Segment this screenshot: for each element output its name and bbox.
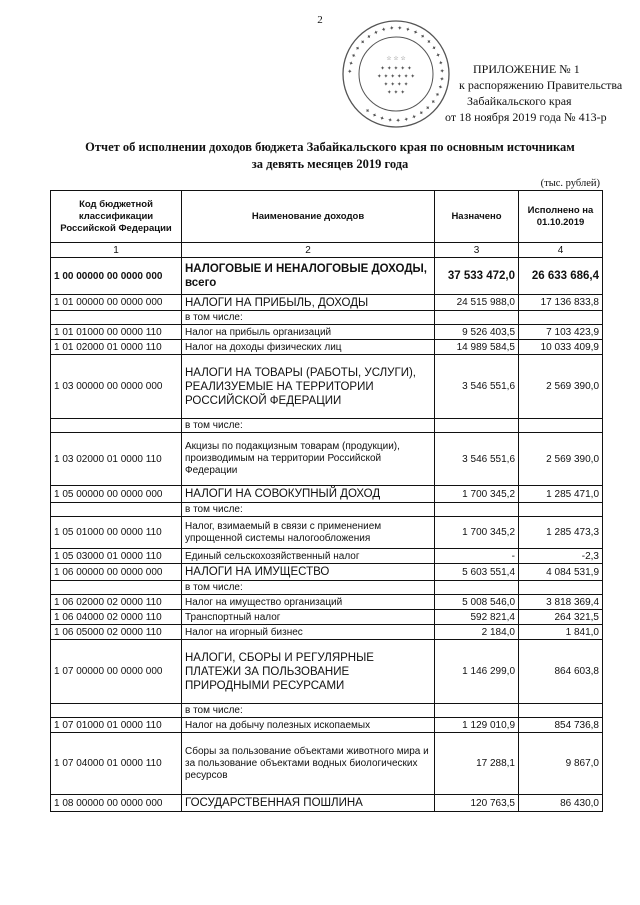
table-row: [51, 733, 603, 795]
row-name: Акцизы по подакцизным товарам (продукции), производимым на территории Российской Федерации: [182, 433, 435, 486]
table-row: [51, 704, 603, 718]
column-number: 3: [435, 243, 519, 258]
column-number: 2: [182, 243, 435, 258]
row-executed: [519, 419, 603, 433]
table-row: [51, 419, 603, 433]
row-executed: [519, 311, 603, 325]
table-row: [51, 340, 603, 355]
row-name: Налог на прибыль организаций: [182, 325, 435, 340]
table-row: [51, 517, 603, 549]
row-code: 1 07 01000 01 0000 110: [51, 718, 182, 733]
table-header-row: [51, 191, 603, 243]
row-name: Налог на имущество организаций: [182, 595, 435, 610]
row-name: Налог на доходы физических лиц: [182, 340, 435, 355]
row-code: 1 07 00000 00 0000 000: [51, 640, 182, 704]
revenue-table: [50, 190, 603, 812]
row-executed: 2 569 390,0: [519, 433, 603, 486]
table-row: [51, 258, 603, 295]
row-planned: [435, 581, 519, 595]
table-row: [51, 295, 603, 311]
row-planned: 5 008 546,0: [435, 595, 519, 610]
row-name: Налог, взимаемый в связи с применением упрощенной системы налогообложения: [182, 517, 435, 549]
row-planned: 1 146 299,0: [435, 640, 519, 704]
row-executed: [519, 581, 603, 595]
table-row: [51, 355, 603, 419]
row-planned: 2 184,0: [435, 625, 519, 640]
row-executed: [519, 503, 603, 517]
row-planned: 3 546 551,6: [435, 433, 519, 486]
page-number: 2: [317, 14, 323, 26]
row-name: Транспортный налог: [182, 610, 435, 625]
row-executed: 7 103 423,9: [519, 325, 603, 340]
row-name: Сборы за пользование объектами животного мира и за пользование объектами водных биологических ресурсов: [182, 733, 435, 795]
row-name: НАЛОГИ НА ИМУЩЕСТВО: [182, 564, 435, 581]
table-row: [51, 549, 603, 564]
row-planned: 1 700 345,2: [435, 486, 519, 503]
table-row: [51, 311, 603, 325]
row-name: НАЛОГИ НА ТОВАРЫ (РАБОТЫ, УСЛУГИ), РЕАЛИЗУЕМЫЕ НА ТЕРРИТОРИИ РОССИЙСКОЙ ФЕДЕРАЦИИ: [182, 355, 435, 419]
table-row: [51, 486, 603, 503]
row-name: ГОСУДАРСТВЕННАЯ ПОШЛИНА: [182, 795, 435, 812]
row-name: в том числе:: [182, 311, 435, 325]
column-number-row: [51, 243, 603, 258]
row-executed: 26 633 686,4: [519, 258, 603, 295]
header-code: Код бюджетной классификации Российской Федерации: [51, 191, 182, 243]
row-name: Налог на добычу полезных ископаемых: [182, 718, 435, 733]
row-code: [51, 581, 182, 595]
row-executed: 4 084 531,9: [519, 564, 603, 581]
table-row: [51, 640, 603, 704]
svg-text:✦ ✦ ✦ ✦ ✦ ✦ ✦ ✦ ✦ ✦ ✦ ✦ ✦ ✦ ✦: ✦ ✦ ✦ ✦ ✦ ✦ ✦ ✦ ✦ ✦ ✦ ✦ ✦ ✦ ✦ ✦ ✦ ✦ ✦ ✦ ✦ ✦ ✦ ✦ ✦ ✦ ✦ ✦ ✦ ✦ ✦: [346, 24, 446, 124]
row-code: 1 06 00000 00 0000 000: [51, 564, 182, 581]
header-planned: Назначено: [435, 191, 519, 243]
row-code: 1 03 02000 01 0000 110: [51, 433, 182, 486]
row-planned: 592 821,4: [435, 610, 519, 625]
row-code: 1 06 02000 02 0000 110: [51, 595, 182, 610]
row-executed: 1 841,0: [519, 625, 603, 640]
row-code: 1 01 01000 00 0000 110: [51, 325, 182, 340]
table-row: [51, 564, 603, 581]
table-row: [51, 433, 603, 486]
row-name: НАЛОГИ НА СОВОКУПНЫЙ ДОХОД: [182, 486, 435, 503]
row-code: [51, 311, 182, 325]
report-title-line-1: Отчет об исполнении доходов бюджета Забайкальского края по основным источникам: [85, 140, 575, 154]
column-number: 1: [51, 243, 182, 258]
svg-text:✦ ✦ ✦ ✦ ✦: ✦ ✦ ✦ ✦ ✦: [380, 66, 412, 72]
row-name: НАЛОГИ, СБОРЫ И РЕГУЛЯРНЫЕ ПЛАТЕЖИ ЗА ПОЛЬЗОВАНИЕ ПРИРОДНЫМИ РЕСУРСАМИ: [182, 640, 435, 704]
row-executed: 864 603,8: [519, 640, 603, 704]
table-row: [51, 595, 603, 610]
column-number: 4: [519, 243, 603, 258]
report-title-line-2: за девять месяцев 2019 года: [251, 157, 409, 171]
row-name: в том числе:: [182, 581, 435, 595]
appendix-title: ПРИЛОЖЕНИЕ № 1: [473, 62, 580, 76]
row-code: 1 08 00000 00 0000 000: [51, 795, 182, 812]
svg-text:✦ ✦ ✦: ✦ ✦ ✦: [386, 90, 406, 96]
row-executed: 86 430,0: [519, 795, 603, 812]
report-title: [40, 139, 620, 173]
row-code: 1 00 00000 00 0000 000: [51, 258, 182, 295]
row-executed: 264 321,5: [519, 610, 603, 625]
row-planned: [435, 311, 519, 325]
row-code: 1 01 02000 01 0000 110: [51, 340, 182, 355]
row-code: 1 06 04000 02 0000 110: [51, 610, 182, 625]
row-code: 1 05 03000 01 0000 110: [51, 549, 182, 564]
row-executed: 10 033 409,9: [519, 340, 603, 355]
row-executed: 17 136 833,8: [519, 295, 603, 311]
svg-text:☆ ☆ ☆: ☆ ☆ ☆: [386, 56, 406, 62]
units-note: (тыс. рублей): [540, 178, 600, 189]
official-stamp: [340, 18, 452, 130]
svg-text:✦ ✦ ✦ ✦ ✦ ✦: ✦ ✦ ✦ ✦ ✦ ✦: [376, 74, 416, 80]
row-code: [51, 704, 182, 718]
row-planned: 17 288,1: [435, 733, 519, 795]
row-name: НАЛОГИ НА ПРИБЫЛЬ, ДОХОДЫ: [182, 295, 435, 311]
row-planned: 14 989 584,5: [435, 340, 519, 355]
row-planned: 9 526 403,5: [435, 325, 519, 340]
row-executed: [519, 704, 603, 718]
row-planned: 1 129 010,9: [435, 718, 519, 733]
table-row: [51, 625, 603, 640]
row-name: в том числе:: [182, 503, 435, 517]
appendix-order-ref: к распоряжению Правительства: [459, 78, 623, 92]
table-row: [51, 610, 603, 625]
row-code: 1 03 00000 00 0000 000: [51, 355, 182, 419]
row-code: [51, 503, 182, 517]
row-code: [51, 419, 182, 433]
table-row: [51, 581, 603, 595]
row-name: Единый сельскохозяйственный налог: [182, 549, 435, 564]
row-planned: 24 515 988,0: [435, 295, 519, 311]
row-name: Налог на игорный бизнес: [182, 625, 435, 640]
row-executed: 1 285 471,0: [519, 486, 603, 503]
row-planned: 3 546 551,6: [435, 355, 519, 419]
table-row: [51, 325, 603, 340]
appendix-region: Забайкальского края: [467, 94, 572, 108]
table-row: [51, 795, 603, 812]
row-name: в том числе:: [182, 419, 435, 433]
row-planned: 37 533 472,0: [435, 258, 519, 295]
table-row: [51, 503, 603, 517]
header-name: Наименование доходов: [182, 191, 435, 243]
row-planned: 120 763,5: [435, 795, 519, 812]
appendix-date: от 18 ноября 2019 года № 413-р: [445, 110, 607, 124]
row-code: 1 05 00000 00 0000 000: [51, 486, 182, 503]
svg-text:✦ ✦ ✦ ✦: ✦ ✦ ✦ ✦: [383, 82, 409, 88]
row-name: НАЛОГОВЫЕ И НЕНАЛОГОВЫЕ ДОХОДЫ, всего: [182, 258, 435, 295]
row-planned: -: [435, 549, 519, 564]
row-executed: 9 867,0: [519, 733, 603, 795]
row-planned: 1 700 345,2: [435, 517, 519, 549]
row-code: 1 07 04000 01 0000 110: [51, 733, 182, 795]
header-executed: Исполнено на 01.10.2019: [519, 191, 603, 243]
appendix-heading: [437, 61, 637, 125]
row-planned: [435, 419, 519, 433]
row-executed: 854 736,8: [519, 718, 603, 733]
row-code: 1 06 05000 02 0000 110: [51, 625, 182, 640]
table-row: [51, 718, 603, 733]
row-name: в том числе:: [182, 704, 435, 718]
row-code: 1 01 00000 00 0000 000: [51, 295, 182, 311]
row-executed: 2 569 390,0: [519, 355, 603, 419]
row-executed: 1 285 473,3: [519, 517, 603, 549]
row-planned: 5 603 551,4: [435, 564, 519, 581]
row-planned: [435, 704, 519, 718]
row-code: 1 05 01000 00 0000 110: [51, 517, 182, 549]
row-planned: [435, 503, 519, 517]
row-executed: 3 818 369,4: [519, 595, 603, 610]
row-executed: -2,3: [519, 549, 603, 564]
